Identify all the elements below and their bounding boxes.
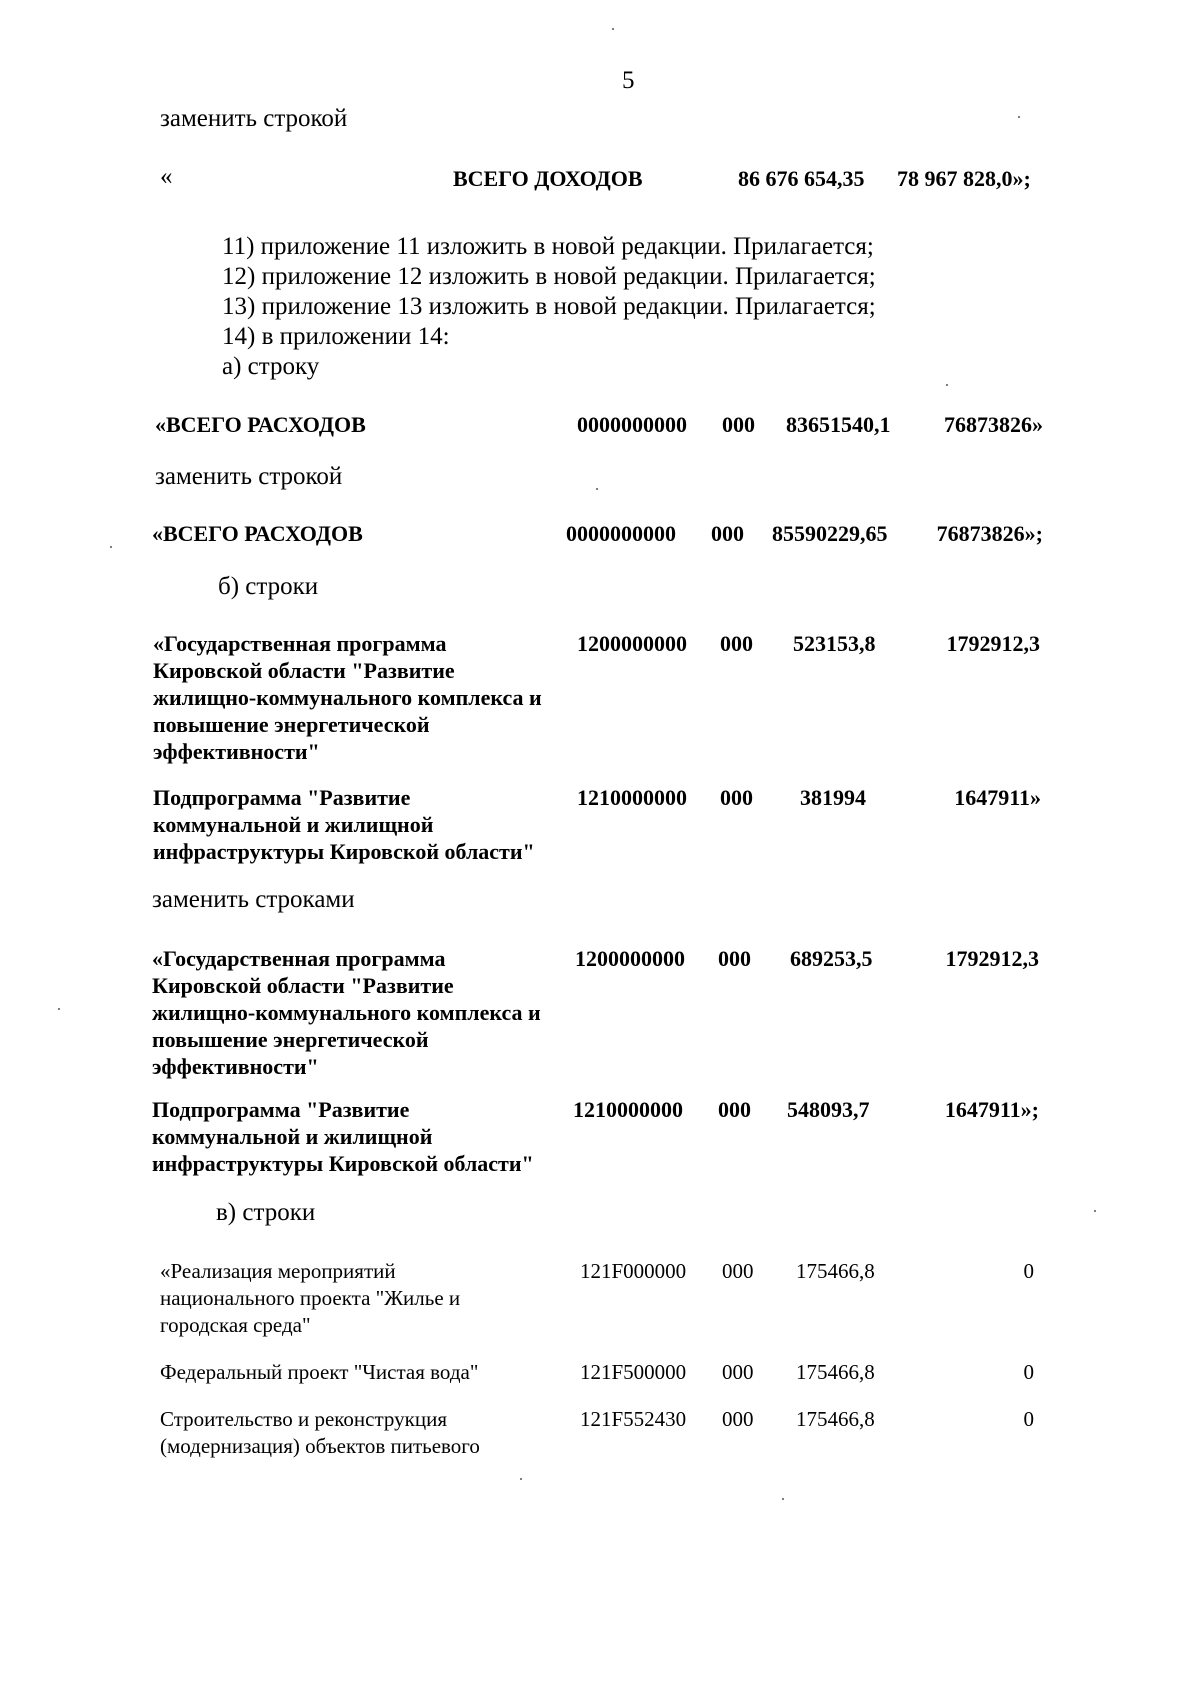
income-value-2: 78 967 828,0»; xyxy=(897,166,1031,191)
v-row-3-kvr: 000 xyxy=(722,1407,754,1431)
list-item: 11) приложение 11 изложить в новой редакции. Прилагается; xyxy=(222,233,874,260)
v-row-2-value-2: 0 xyxy=(1023,1360,1034,1384)
v-row-1-value-1: 175466,8 xyxy=(796,1259,875,1283)
expense-old-value-2: 76873826» xyxy=(944,412,1043,437)
scan-speck xyxy=(612,28,614,30)
v-row-2-value-1: 175466,8 xyxy=(796,1360,875,1384)
v-row-3-code: 121F552430 xyxy=(580,1407,687,1431)
v-row-1-kvr: 000 xyxy=(722,1259,754,1283)
v-row-3-value-1: 175466,8 xyxy=(796,1407,875,1431)
b-old-program-code: 1200000000 xyxy=(577,631,687,656)
list-item: а) строку xyxy=(222,353,320,380)
income-label: ВСЕГО ДОХОДОВ xyxy=(453,166,643,191)
v-row-2-kvr: 000 xyxy=(722,1360,754,1384)
b-new-subprogram-code: 1210000000 xyxy=(573,1097,683,1122)
scan-speck xyxy=(110,546,112,548)
expense-old-kvr: 000 xyxy=(722,412,755,437)
expense-new-value-1: 85590229,65 xyxy=(772,521,888,546)
b-new-program-value-1: 689253,5 xyxy=(790,946,873,971)
expense-new-value-2: 76873826»; xyxy=(936,521,1043,546)
replace-line-2: заменить строкой xyxy=(155,463,343,490)
scan-speck xyxy=(946,384,948,386)
list-item: 14) в приложении 14: xyxy=(222,323,450,350)
v-row-1-code: 121F000000 xyxy=(580,1259,687,1283)
list-item: 12) приложение 12 изложить в новой редакции. Прилагается; xyxy=(222,263,876,290)
section-v-heading: в) строки xyxy=(216,1199,316,1226)
b-old-program-value-1: 523153,8 xyxy=(793,631,876,656)
scan-speck xyxy=(1094,1210,1096,1212)
scan-speck xyxy=(596,488,598,490)
b-new-program-value-2: 1792912,3 xyxy=(945,946,1039,971)
b-old-program-kvr: 000 xyxy=(720,631,753,656)
b-new-program-code: 1200000000 xyxy=(575,946,685,971)
scan-speck xyxy=(58,1008,60,1010)
v-row-1-value-2: 0 xyxy=(1023,1259,1034,1283)
income-open-quote: « xyxy=(160,163,173,190)
v-row-3-label: Строительство и реконструкция (модернизация) объектов питьевого xyxy=(160,1407,480,1458)
b-old-subprogram-kvr: 000 xyxy=(720,785,753,810)
replace-line-1: заменить строкой xyxy=(160,105,348,132)
b-new-program-label: «Государственная программа Кировской области "Развитие жилищно-коммунального комплекса и повышение энергетической эффективности" xyxy=(152,946,541,1079)
b-new-subprogram-value-2: 1647911»; xyxy=(944,1097,1039,1122)
scan-speck xyxy=(782,1498,784,1500)
b-new-subprogram-value-1: 548093,7 xyxy=(787,1097,870,1122)
expense-old-code: 0000000000 xyxy=(577,412,687,437)
v-row-2-code: 121F500000 xyxy=(580,1360,687,1384)
page-number: 5 xyxy=(622,67,635,94)
v-row-3-value-2: 0 xyxy=(1023,1407,1034,1431)
expense-new-kvr: 000 xyxy=(711,521,744,546)
b-old-subprogram-value-1: 381994 xyxy=(800,785,866,810)
expense-old-label: «ВСЕГО РАСХОДОВ xyxy=(155,412,366,437)
list-item: 13) приложение 13 изложить в новой редакции. Прилагается; xyxy=(222,293,876,320)
v-row-2-label: Федеральный проект "Чистая вода" xyxy=(160,1360,479,1384)
income-value-1: 86 676 654,35 xyxy=(738,166,865,191)
replace-line-3: заменить строками xyxy=(152,886,355,913)
b-old-program-label: «Государственная программа Кировской области "Развитие жилищно-коммунального комплекса и повышение энергетической эффективности" xyxy=(153,631,542,764)
b-new-program-kvr: 000 xyxy=(718,946,751,971)
scan-speck xyxy=(1018,116,1020,118)
b-new-subprogram-label: Подпрограмма "Развитие коммунальной и жилищной инфраструктуры Кировской области" xyxy=(152,1097,534,1176)
b-old-subprogram-value-2: 1647911» xyxy=(954,785,1041,810)
b-old-subprogram-code: 1210000000 xyxy=(577,785,687,810)
b-old-subprogram-label: Подпрограмма "Развитие коммунальной и жилищной инфраструктуры Кировской области" xyxy=(153,785,535,864)
b-old-program-value-2: 1792912,3 xyxy=(946,631,1040,656)
expense-new-code: 0000000000 xyxy=(566,521,676,546)
expense-new-label: «ВСЕГО РАСХОДОВ xyxy=(152,521,363,546)
expense-old-value-1: 83651540,1 xyxy=(786,412,891,437)
section-b-heading: б) строки xyxy=(218,573,319,600)
b-new-subprogram-kvr: 000 xyxy=(718,1097,751,1122)
scan-speck xyxy=(520,1478,522,1480)
v-row-1-label: «Реализация мероприятий национального проекта "Жилье и городская среда" xyxy=(160,1259,461,1337)
